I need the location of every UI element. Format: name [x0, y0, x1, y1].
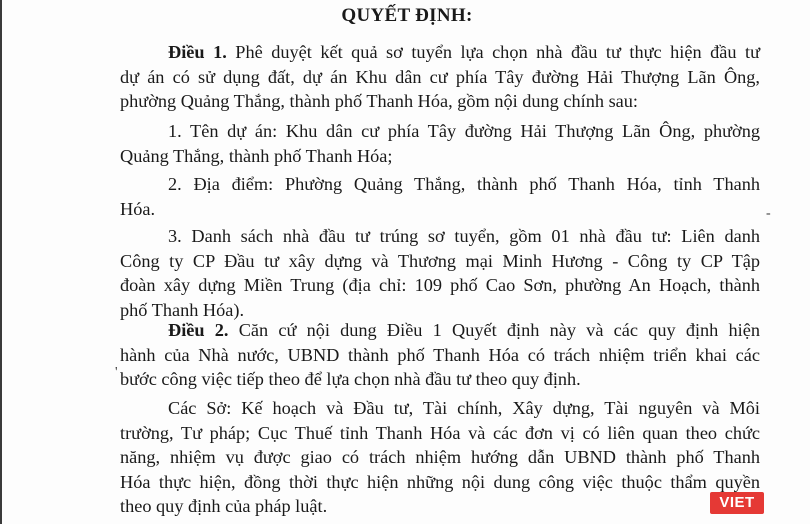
article-1-paragraph	[120, 40, 760, 114]
article-2-line-3: bước công việc tiếp theo để lựa chọn nhà đầu tư theo quy định.	[120, 369, 581, 389]
article-2-line-1	[120, 318, 760, 343]
final-paragraph	[120, 396, 760, 519]
viet-logo-text: VIET	[719, 494, 755, 511]
item-2-paragraph	[120, 172, 760, 221]
item-1-line-1: 1. Tên dự án: Khu dân cư phía Tây đường Hải Thượng Lãn Ông, phường	[168, 121, 760, 141]
article-2-line-1-text: Căn cứ nội dung Điều 1 Quyết định này và các quy định hiện	[228, 320, 761, 340]
final-line-1: Các Sở: Kế hoạch và Đầu tư, Tài chính, Xây dựng, Tài nguyên và Môi	[168, 398, 760, 418]
item-3-line-1: 3. Danh sách nhà đầu tư trúng sơ tuyển, gồm 01 nhà đầu tư: Liên danh	[168, 226, 760, 246]
item-3-line-4: phố Thanh Hóa).	[120, 299, 245, 320]
viet-logo	[710, 492, 764, 514]
item-3-paragraph	[120, 224, 760, 322]
article-2-paragraph	[120, 318, 760, 392]
article-2-label: Điều 2.	[168, 320, 229, 340]
item-3-line-3: đoàn xây dựng Miền Trung (địa chỉ: 109 phố Cao Sơn, phường An Hoạch, thành	[120, 275, 760, 295]
item-2-line-2: Hóa.	[120, 198, 156, 219]
item-2-line-1: 2. Địa điểm: Phường Quảng Thắng, thành phố Thanh Hóa, tỉnh Thanh	[168, 174, 760, 194]
article-1-line-1-text: Phê duyệt kết quả sơ tuyển lựa chọn nhà đầu tư thực hiện đầu tư	[226, 42, 761, 62]
article-1-line-2: dự án có sử dụng đất, dự án Khu dân cư phía Tây đường Hải Thượng Lãn Ông,	[120, 66, 760, 87]
item-3-line-2: Công ty CP Đầu tư xây dựng và Thương mại Minh Hương - Công ty CP Tập	[120, 250, 760, 271]
document-heading: QUYẾT ĐỊNH:	[341, 5, 473, 26]
article-1-line-3: phường Quảng Thắng, thành phố Thanh Hóa, gồm nội dung chính sau:	[120, 91, 639, 111]
item-1-paragraph	[120, 119, 760, 168]
final-line-2: trường, Tư pháp; Cục Thuế tỉnh Thanh Hóa và các đơn vị có liên quan theo chức	[120, 422, 760, 443]
item-1-line-2: Quảng Thắng, thành phố Thanh Hóa;	[120, 145, 393, 166]
article-1-line-1	[120, 40, 760, 65]
article-1-label: Điều 1.	[168, 42, 227, 62]
final-line-5: theo quy định của pháp luật.	[120, 496, 328, 516]
article-2-line-2: hành của Nhà nước, UBND thành phố Thanh Hóa có trách nhiệm triển khai các	[120, 344, 760, 365]
stray-mark: '	[115, 365, 118, 380]
final-line-3: năng, nhiệm vụ được giao có trách nhiệm hướng dẫn UBND thành phố Thanh	[120, 447, 760, 467]
final-line-4: Hóa thực hiện, đồng thời thực hiện những nội dung công việc thuộc thẩm quyền	[120, 471, 760, 492]
stray-mark: -	[766, 206, 771, 221]
